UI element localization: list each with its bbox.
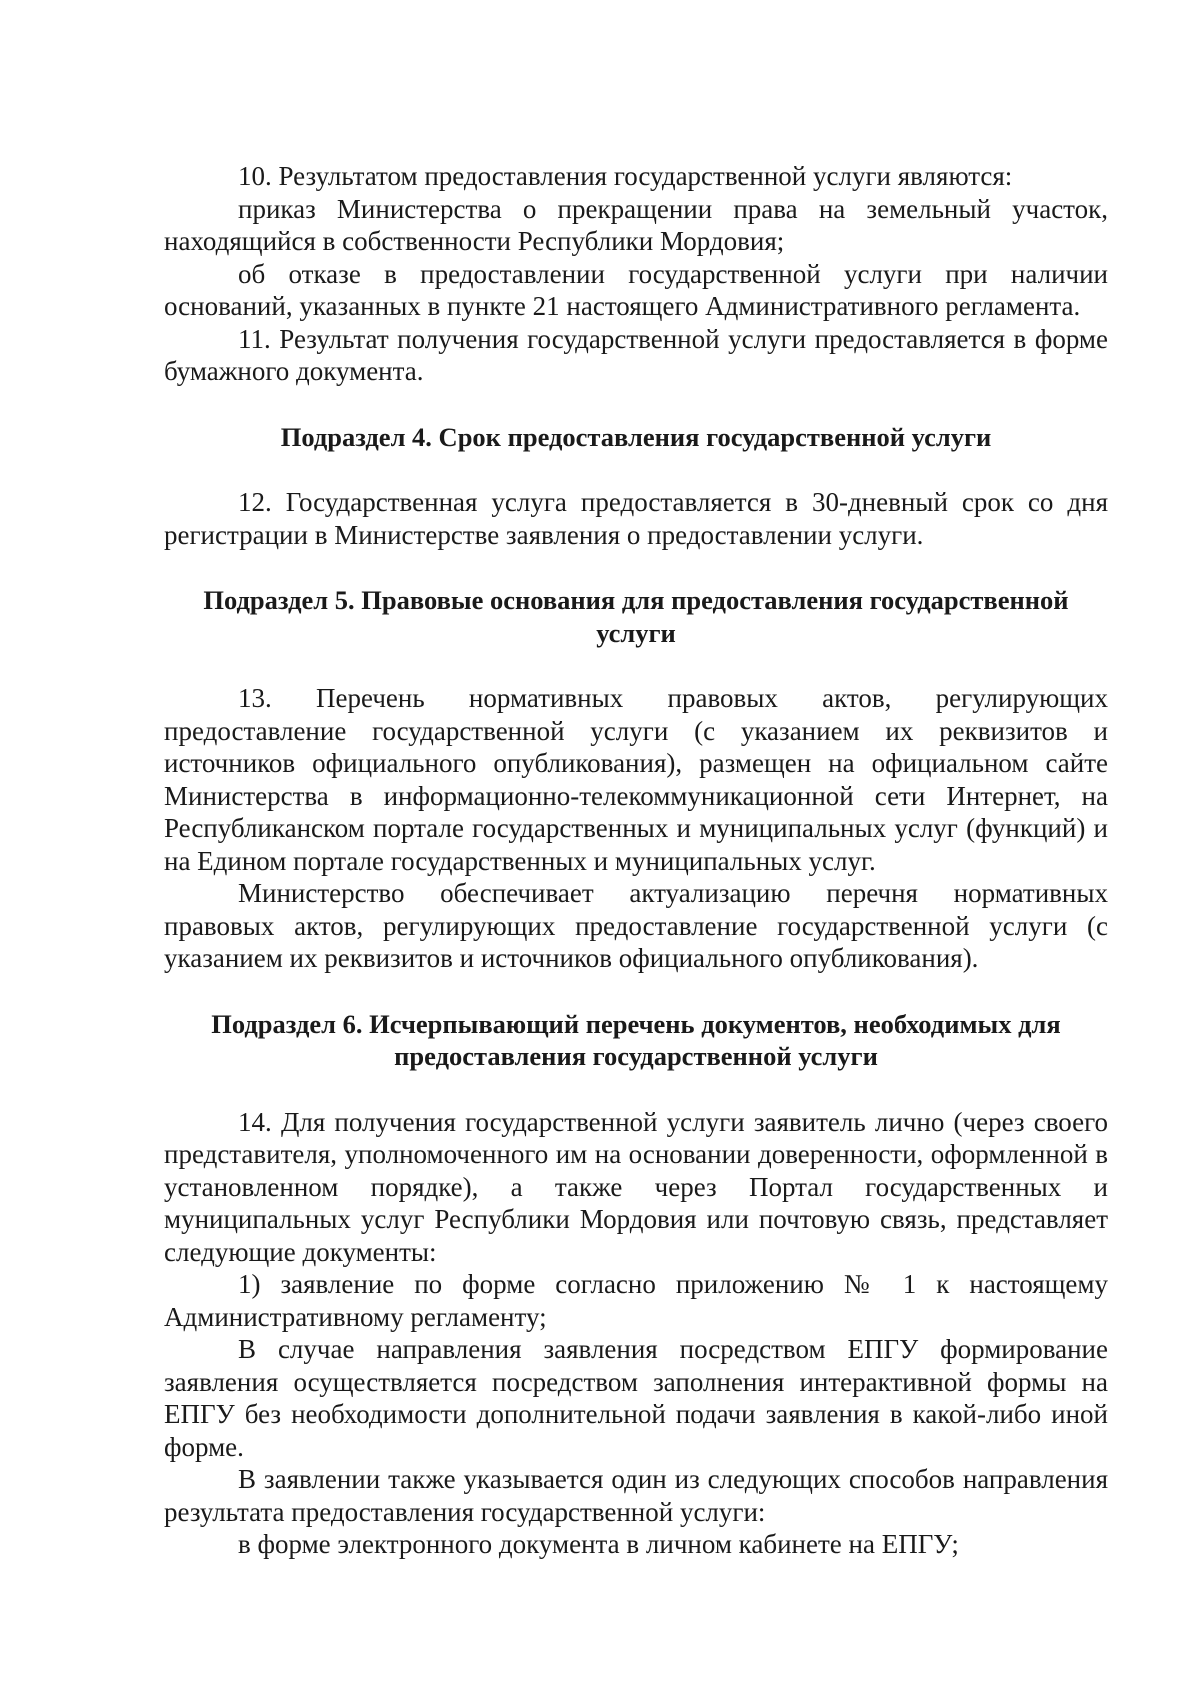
paragraph-13-actualization: Министерство обеспечивает актуализацию перечня нормативных правовых актов, регулирующих предоставление государственной услуги (с указанием их реквизитов и источников официального опубликования).	[164, 878, 1108, 973]
paragraph-14-methods: В заявлении также указывается один из следующих способов направления результата предоставления государственной услуги:	[164, 1464, 1108, 1527]
paragraph-14-electronic: в форме электронного документа в личном кабинете на ЕПГУ;	[238, 1529, 959, 1559]
paragraph-11: 11. Результат получения государственной услуги предоставляется в форме бумажного документа.	[164, 323, 1108, 386]
paragraph-10: 10. Результатом предоставления государственной услуги являются:	[238, 161, 1013, 191]
paragraph-14-item-1: 1) заявление по форме согласно приложению № 1 к настоящему Административному регламенту;	[164, 1269, 1108, 1332]
spacer	[164, 975, 1108, 1008]
document-body	[164, 160, 1108, 1561]
paragraph-10-item-refusal: об отказе в предоставлении государственной услуги при наличии оснований, указанных в пункте 21 настоящего Административного регламента.	[164, 258, 1108, 321]
paragraph-14: 14. Для получения государственной услуги заявитель лично (через своего представителя, уполномоченного им на основании доверенности, оформленной в установленном порядке), а также через Портал государственных и муниципальных услуг Республики Мордовия или почтовую связь, представляет следующие документы:	[164, 1106, 1108, 1267]
spacer	[164, 551, 1108, 584]
section-6-heading: Подраздел 6. Исчерпывающий перечень документов, необходимых для предоставления государственной услуги	[211, 1008, 1061, 1071]
section-5-heading: Подраздел 5. Правовые основания для предоставления государственной услуги	[203, 585, 1069, 648]
spacer	[164, 453, 1108, 486]
paragraph-10-item-order: приказ Министерства о прекращении права на земельный участок, находящийся в собственности Республики Мордовия;	[164, 193, 1108, 256]
paragraph-13: 13. Перечень нормативных правовых актов, регулирующих предоставление государственной услуги (с указанием их реквизитов и источников официального опубликования), размещен на официальном сайте Министерства в информационно-телекоммуникационной сети Интернет, на Республиканском портале государственных и муниципальных услуг (функций) и на Едином портале государственных и муниципальных услуг.	[164, 683, 1108, 876]
section-4-heading: Подраздел 4. Срок предоставления государственной услуги	[280, 421, 992, 452]
paragraph-12: 12. Государственная услуга предоставляется в 30-дневный срок со дня регистрации в Министерстве заявления о предоставлении услуги.	[164, 487, 1108, 550]
spacer	[164, 649, 1108, 682]
paragraph-14-epgu: В случае направления заявления посредством ЕПГУ формирование заявления осуществляется посредством заполнения интерактивной формы на ЕПГУ без необходимости дополнительной подачи заявления в какой-либо иной форме.	[164, 1334, 1108, 1462]
spacer	[164, 388, 1108, 421]
spacer	[164, 1073, 1108, 1106]
